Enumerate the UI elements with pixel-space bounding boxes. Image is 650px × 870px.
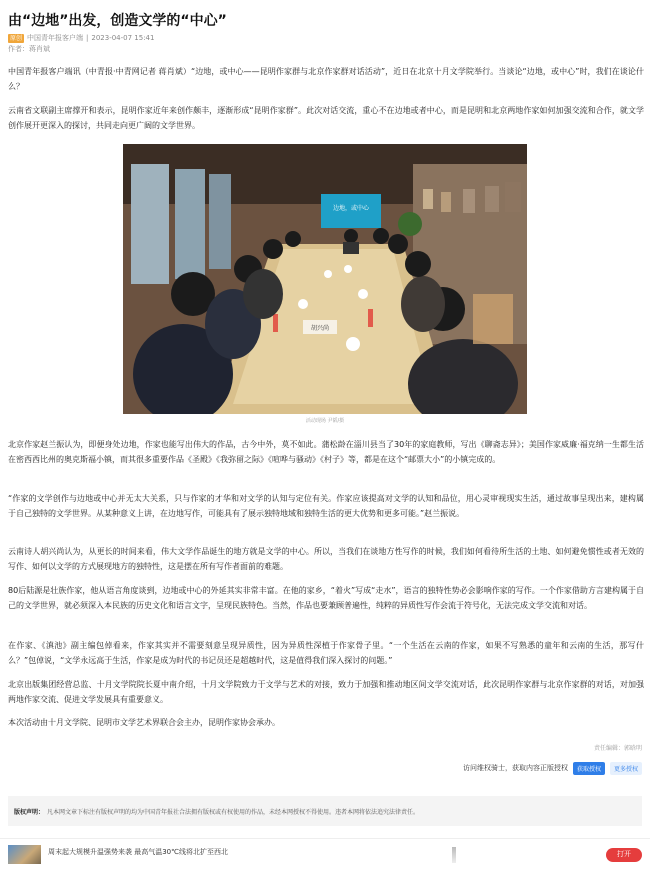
original-badge: 原创 <box>10 34 23 42</box>
responsible-editor: 责任编辑：郭晗明 <box>593 745 642 752</box>
article-paragraph: “作家的文学创作与边地或中心并无太大关系，只与作家的才华和对文学的认知与定位有关。作家应该提高对文学的认知和品位，用心灵审视现实生活，通过故事呈现出来，建构属于自己独特的文学世界。从某种意义上讲，在边地写作，可能具有了展示独特地域和独特生活的更大优势和更多可能。”赵兰振说。 <box>8 494 644 518</box>
rights-text[interactable]: 访问维权骑士，获取内容正版授权 <box>462 764 568 772</box>
article-paragraph: 北京作家赵兰振认为，即便身处边地，作家也能写出伟大的作品，古今中外，莫不如此。蒲松龄在淄川县当了30年的家庭教师，写出《聊斋志异》；美国作家威廉·福克纳一生都生活在密西西比州的奥克斯福小镇，而其很多重要作品《圣殿》《我弥留之际》《喧哗与骚动》《村子》等，都是在这个“邮票大小”的小镇完成的。 <box>8 440 644 464</box>
divider-marker <box>452 847 456 863</box>
article-date: 2023-04-07 15:41 <box>91 34 155 42</box>
copyright-notice <box>8 796 642 826</box>
article-paragraph: 云南诗人胡兴尚认为，从更长的时间来看，伟大文学作品诞生的地方就是文学的中心。所以，当我们在谈地方性写作的时候，我们如何看待所生活的土地、如何避免惯性或者无效的写作、如何以文学的方式展现地方的独特性，这是摆在所有写作者面前的难题。 <box>8 547 644 571</box>
rights-row <box>463 761 642 775</box>
article-title: 由“边地”出发，创造文学的“中心” <box>8 13 227 29</box>
app-promo-bar[interactable] <box>0 838 650 870</box>
screen-text: 边地，或中心 <box>332 205 370 212</box>
open-app-button[interactable]: 打开 <box>606 848 642 862</box>
nameplate-text: 胡兴尚 <box>310 325 330 332</box>
article-paragraph: 在作家、《滇池》副主编包倬看来，作家其实并不需要刻意呈现异质性，因为异质性深植于作家骨子里。“一个生活在云南的作家，如果不写熟悉的童年和云南的生活，那写什么？”包倬说，“文学永远高于生活，作家是成为时代的书记员还是超越时代，这是值得我们深入探讨的问题。” <box>8 641 644 665</box>
article-photo <box>123 144 527 414</box>
news-thumbnail[interactable] <box>8 845 41 864</box>
article-paragraph: 中国青年报客户端讯（中青报·中青网记者 蒋肖斌）“边地，或中心——昆明作家群与北京作家群对话活动”，近日在北京十月文学院举行。当谈论“边地，或中心”时，我们在谈论什么？ <box>8 67 644 91</box>
more-license-button[interactable]: 更多授权 <box>610 762 642 775</box>
article-paragraph: 80后陆源是壮族作家，他从语言角度谈到，边地或中心的外延其实非常丰富。在他的家乡，“着火”写成“走水”，语言的独特性势必会影响作家的写作。一个作家借助方言建构属于自己的文学世界，就必须深入本民族的历史文化和语言文字，呈现民族特色。当然，作品也要兼顾普遍性，纯粹的异质性写作会流于符号化，无法完成文学交流和对话。 <box>8 586 644 610</box>
promo-headline[interactable]: 周末起大规模升温强势来袭 最高气温30℃线将北扩至西北 <box>48 848 228 856</box>
get-license-button[interactable]: 获取授权 <box>573 762 605 775</box>
article-meta <box>8 32 154 44</box>
article-paragraph: 北京出版集团经营总监、十月文学院院长夏中南介绍，十月文学院致力于文学与艺术的对接，致力于加强和推动地区间文学交流对话，此次昆明作家群与北京作家群的对话，对加强两地作家交流、促进文学发展具有重要意义。 <box>8 680 644 704</box>
photo-caption: 活动现场 尹韬/摄 <box>305 418 345 424</box>
copyright-label: 版权声明： <box>14 808 45 816</box>
article-author: 作者：蒋肖斌 <box>8 45 50 53</box>
article-paragraph: 本次活动由十月文学院、昆明市文学艺术界联合会主办，昆明作家协会承办。 <box>8 718 280 727</box>
article-source[interactable]: 中国青年报客户端 <box>27 34 84 42</box>
meta-separator: | <box>86 34 89 42</box>
article-paragraph: 云南省文联副主席撑开和表示，昆明作家近年来创作颇丰，逐渐形成“昆明作家群”。此次对话交流，重心不在边地或者中心，而是昆明和北京两地作家如何加强交流和合作，就文学创作展开更深入的探讨，共同走向更广阔的文学世界。 <box>8 106 644 130</box>
copyright-text: 凡本网文章下标注有版权声明的均为中国青年报社合法拥有版权或有权使用的作品，未经本网授权不得使用。违者本网将依法追究法律责任。 <box>47 808 420 816</box>
